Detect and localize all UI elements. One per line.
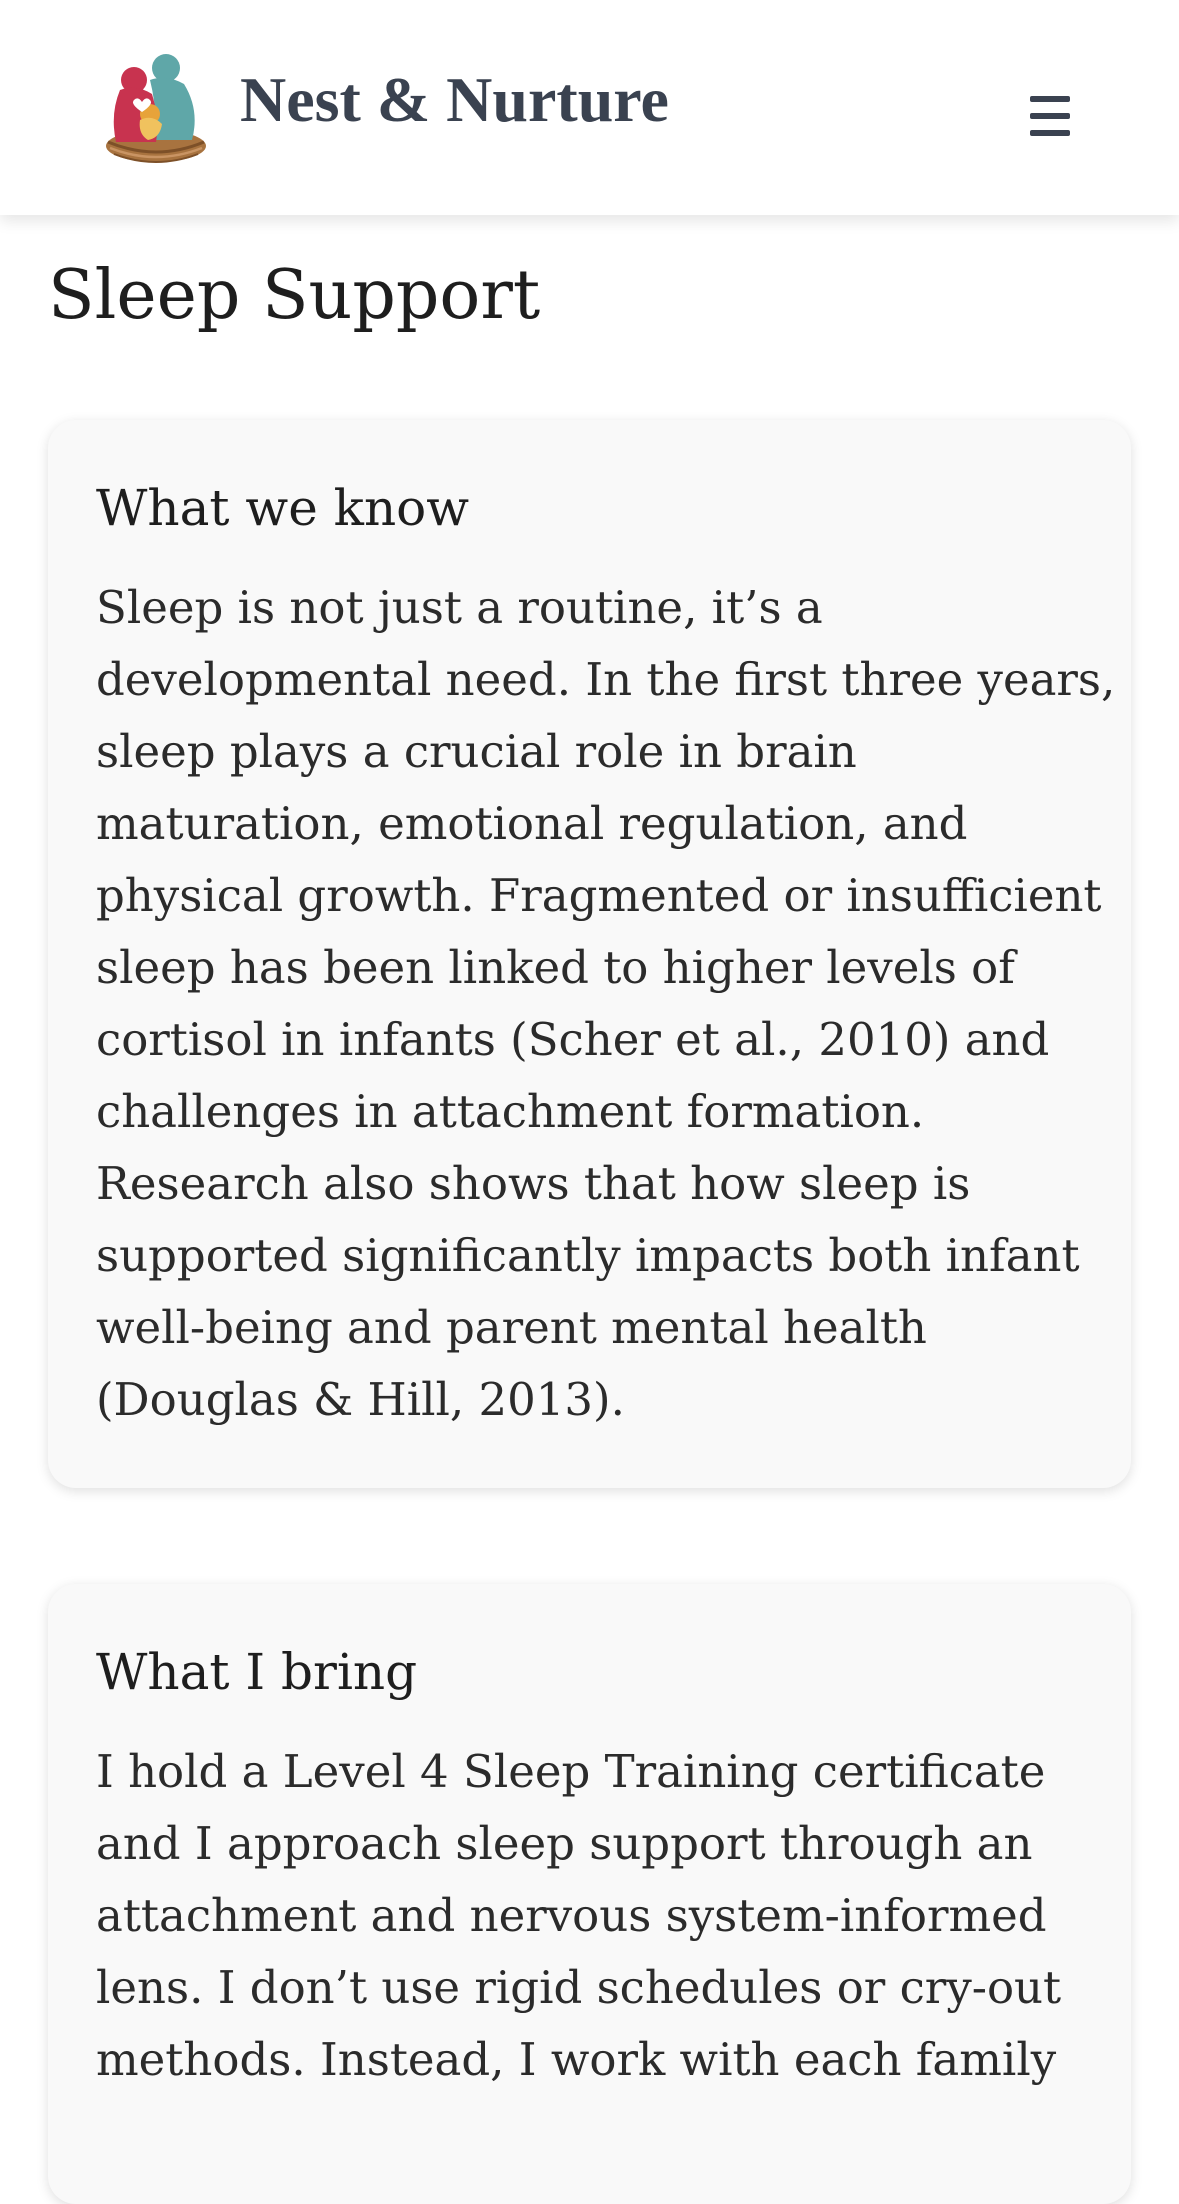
site-header	[0, 0, 1179, 215]
menu-bar	[1030, 96, 1070, 102]
body-line: Research also shows that how sleep is	[96, 1157, 971, 1210]
body-line: Sleep is not just a routine, it’s a	[96, 581, 823, 634]
mother-child-nest-logo[interactable]	[100, 50, 212, 168]
section-card-what-we-know	[48, 420, 1131, 1488]
body-line: sleep plays a crucial role in brain	[96, 725, 857, 778]
body-line: supported significantly impacts both infant	[96, 1229, 1080, 1282]
body-line: (Douglas & Hill, 2013).	[96, 1373, 625, 1426]
section-card-what-i-bring	[48, 1584, 1131, 2204]
body-line: cortisol in infants (Scher et al., 2010) and	[96, 1013, 1050, 1066]
body-line: well-being and parent mental health	[96, 1301, 927, 1354]
body-line: and I approach sleep support through an	[96, 1817, 1033, 1870]
body-line: maturation, emotional regulation, and	[96, 797, 968, 850]
body-line: challenges in attachment formation.	[96, 1085, 925, 1138]
body-line: methods. Instead, I work with each family	[96, 2033, 1057, 2086]
hamburger-menu-icon[interactable]	[1022, 88, 1078, 144]
menu-bar	[1030, 130, 1070, 136]
body-line: I hold a Level 4 Sleep Training certificate	[96, 1745, 1046, 1798]
section-body	[96, 572, 1116, 1436]
body-line: lens. I don’t use rigid schedules or cry-out	[96, 1961, 1062, 2014]
body-line: sleep has been linked to higher levels of	[96, 941, 1015, 994]
body-line: developmental need. In the first three years,	[96, 653, 1116, 706]
body-line: attachment and nervous system-informed	[96, 1889, 1047, 1942]
page-title: Sleep Support	[48, 256, 541, 335]
section-body	[96, 1736, 1083, 2096]
menu-bar	[1030, 113, 1070, 119]
body-line: physical growth. Fragmented or insufficient	[96, 869, 1102, 922]
brand-name[interactable]: Nest & Nurture	[240, 64, 669, 135]
section-heading: What we know	[96, 479, 470, 537]
section-heading: What I bring	[96, 1643, 418, 1701]
